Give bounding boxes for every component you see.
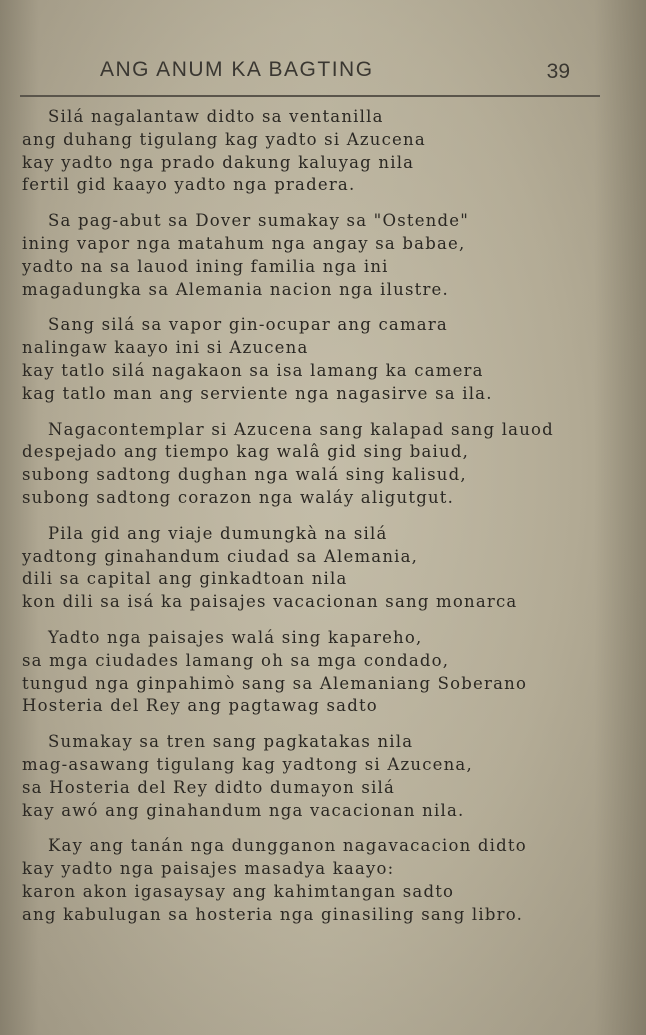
stanza-7 xyxy=(22,731,612,822)
stanza-1 xyxy=(22,106,612,197)
poem-line: Hosteria del Rey ang pagtawag sadto xyxy=(22,696,378,716)
poem-line: Pila gid ang viaje dumungkà na silá xyxy=(48,523,388,543)
running-title: ANG ANUM KA BAGTING xyxy=(100,58,374,81)
poem-line: karon akon igasaysay ang kahimtangan sadto xyxy=(22,881,455,901)
poem-line: Silá nagalantaw didto sa ventanilla xyxy=(48,107,384,126)
poem-line: ining vapor nga matahum nga angay sa babae, xyxy=(22,233,466,253)
poem-line: kay yadto nga paisajes masadya kaayo: xyxy=(22,859,395,879)
stanza-6 xyxy=(22,627,612,718)
poem-line: Sumakay sa tren sang pagkatakas nila xyxy=(48,732,414,752)
poem-line: sa Hosteria del Rey didto dumayon silá xyxy=(22,777,396,797)
poem-line: kag tatlo man ang serviente nga nagasirve sa ila. xyxy=(22,383,493,403)
poem-line: Nagacontemplar si Azucena sang kalapad sang lauod xyxy=(48,419,554,439)
stanza-8 xyxy=(22,835,612,926)
poem-line: magadungka sa Alemania nacion nga ilustre. xyxy=(22,279,449,299)
page-header xyxy=(100,58,570,88)
poem-line: sa mga ciudades lamang oh sa mga condado, xyxy=(22,650,450,670)
page-number: 39 xyxy=(546,60,570,83)
poem-line: kay yadto nga prado dakung kaluyag nila xyxy=(22,152,415,172)
poem-line: Sa pag-abut sa Dover sumakay sa "Ostende" xyxy=(48,211,470,231)
stanza-3 xyxy=(22,314,612,405)
poem-line: Kay ang tanán nga dungganon nagavacacion didto xyxy=(48,836,527,856)
poem-line: dili sa capital ang ginkadtoan nila xyxy=(22,569,348,589)
poem-line: fertil gid kaayo yadto nga pradera. xyxy=(22,175,356,195)
poem-line: mag-asawang tigulang kag yadtong si Azucena, xyxy=(22,754,473,774)
poem-line: ang duhang tigulang kag yadto si Azucena xyxy=(22,129,426,149)
poem-line: tungud nga ginpahimò sang sa Alemaniang Soberano xyxy=(22,673,528,693)
poem-line: ang kabulugan sa hosteria nga ginasiling sang libro. xyxy=(22,904,524,924)
poem-line: nalingaw kaayo ini si Azucena xyxy=(22,338,309,358)
stanza-4 xyxy=(22,419,612,510)
poem-body xyxy=(22,106,612,940)
poem-line: despejado ang tiempo kag walâ gid sing baiud, xyxy=(22,442,470,462)
poem-line: kay tatlo silá nagakaon sa isa lamang ka camera xyxy=(22,360,484,380)
stanza-2 xyxy=(22,210,612,301)
stanza-5 xyxy=(22,523,612,614)
poem-line: subong sadtong corazon nga waláy aligutgut. xyxy=(22,487,455,507)
poem-line: subong sadtong dughan nga walá sing kalisud, xyxy=(22,465,467,485)
poem-line: Sang silá sa vapor gin-ocupar ang camara xyxy=(48,315,448,335)
poem-line: kay awó ang ginahandum nga vacacionan nila. xyxy=(22,800,465,820)
poem-line: yadto na sa lauod ining familia nga ini xyxy=(22,256,389,276)
header-rule xyxy=(20,95,600,97)
poem-line: kon dili sa isá ka paisajes vacacionan sang monarca xyxy=(22,592,518,612)
poem-line: Yadto nga paisajes walá sing kapareho, xyxy=(48,627,423,647)
poem-line: yadtong ginahandum ciudad sa Alemania, xyxy=(22,546,419,566)
